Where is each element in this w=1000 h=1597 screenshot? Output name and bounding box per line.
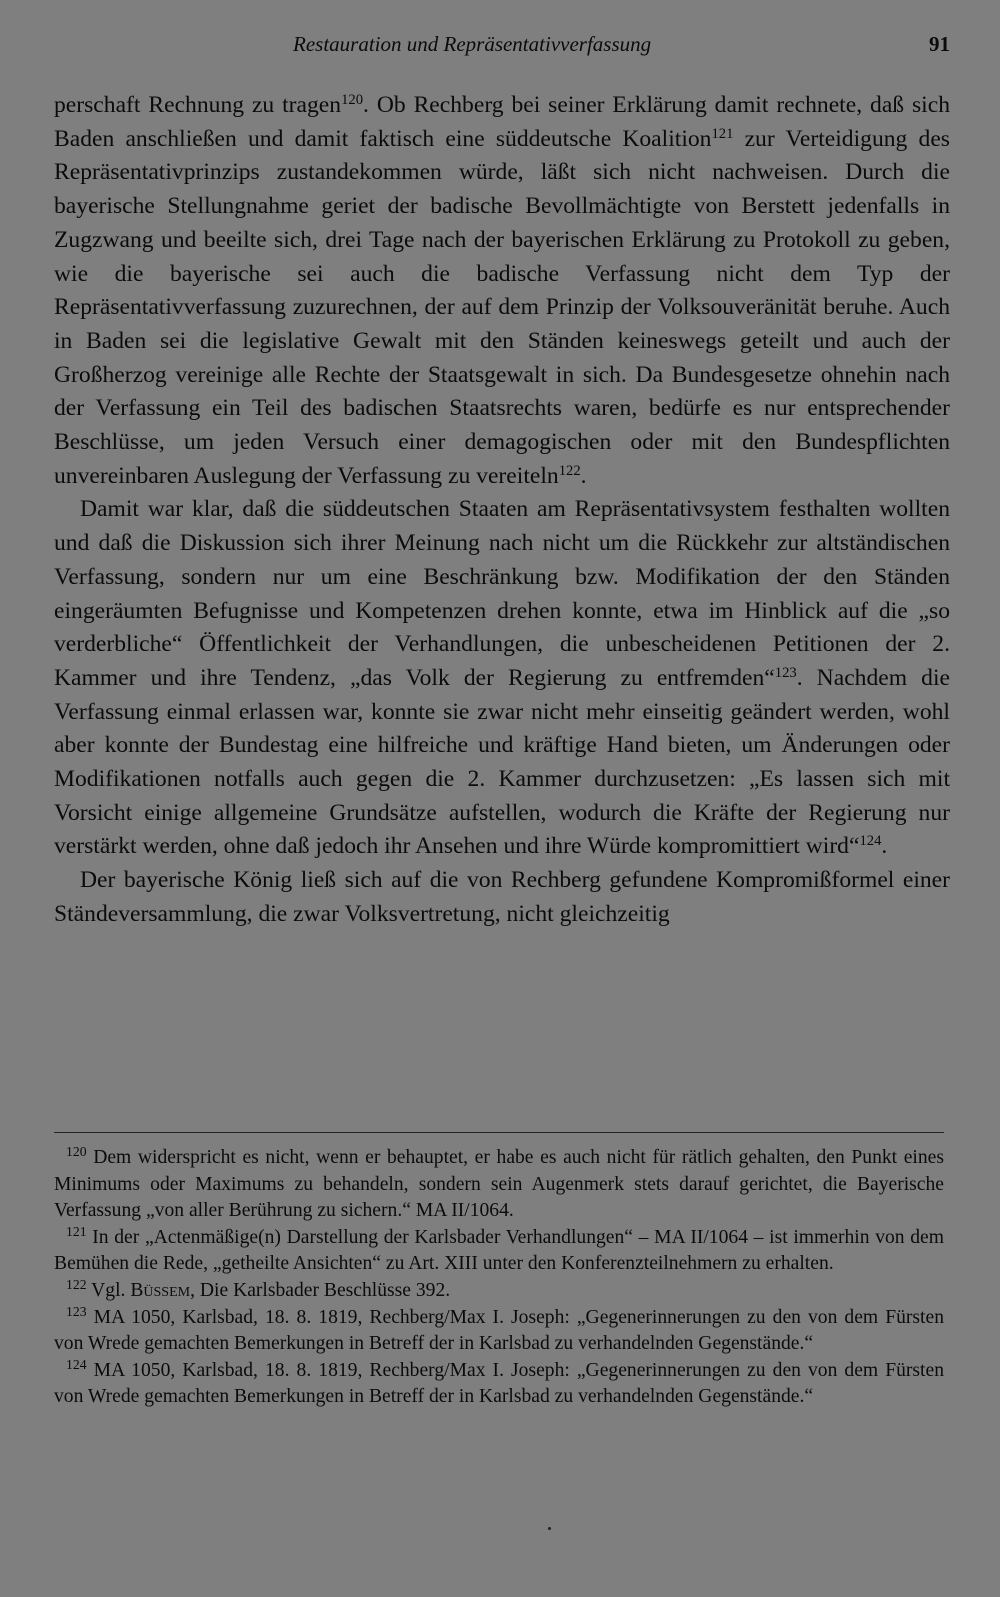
- footnote-121: [54, 1225, 944, 1278]
- scan-speck: [548, 1527, 551, 1530]
- text-run: Damit war klar, daß die süddeutschen Staaten am Repräsentativsystem festhalten wollten und daß die Diskussion sich ihrer Meinung nach nicht um die Rückkehr zur altständischen Verfassung, sondern nur um eine Beschränkung bzw. Modifikation der den Ständen eingeräumten Befugnisse und Kompetenzen drehen konnte, etwa im Hinblick auf die „so verderbliche“ Öffentlichkeit der Verhandlungen, die unbescheidenen Petitionen der 2. Kammer und ihre Tendenz, „das Volk der Regierung zu entfremden“: [54, 496, 950, 691]
- footnote-120: [54, 1145, 944, 1225]
- footnote-124: [54, 1358, 944, 1411]
- text-run: zur Verteidigung des Repräsentativprinzips zustandekommen würde, läßt sich nicht nachweisen. Durch die bayerische Stellungnahme geriet der badische Bevollmächtigte von Berstett jedenfalls in Zugzwang und beeilte sich, drei Tage nach der bayerischen Erklärung zu Protokoll zu geben, wie die bayerische sei auch die badische Verfassung nicht dem Typ der Repräsentativverfassung zuzurechnen, der auf dem Prinzip der Volksouveränität beruhe. Auch in Baden sei die legislative Gewalt mit den Ständen keineswegs geteilt und auch der Großherzog vereinige alle Rechte der Staatsgewalt in sich. Da Bundesgesetze ohnehin nach der Verfassung ein Teil des badischen Staatsrechts waren, bedürfe es nur entsprechender Beschlüsse, um jeden Versuch einer demagogischen oder mit den Bundespflichten unvereinbaren Auslegung der Verfassung zu vereiteln: [54, 125, 950, 489]
- footnote-ref-124: 124: [859, 833, 882, 850]
- footnote-number: 122: [66, 1277, 87, 1293]
- footnote-text: MA 1050, Karlsbad, 18. 8. 1819, Rechberg/Max I. Joseph: „Gegenerinnerungen zu den von dem Fürsten von Wrede gemachten Bemerkungen in Betreff der in Karlsbad zu verhandelnden Gegenstände.“: [54, 1359, 944, 1408]
- footnote-ref-120: 120: [341, 91, 364, 108]
- page-number: 91: [929, 32, 950, 56]
- text-run: .: [881, 833, 888, 860]
- text-run: . Nachdem die Verfassung einmal erlassen war, konnte sie zwar nicht mehr einseitig geändert werden, wohl aber konnte der Bundestag eine hilfreiche und kräftige Hand bieten, um Änderungen oder Modifikationen notfalls auch gegen die 2. Kammer durchzusetzen: „Es lassen sich mit Vorsicht einige allgemeine Grundsätze aufstellen, wodurch die Kräfte der Regierung nur verstärkt werden, ohne daß jedoch ihr Ansehen und ihre Würde kompromittiert wird“: [54, 664, 951, 860]
- footnote-122: [54, 1278, 944, 1305]
- footnote-123: [54, 1305, 944, 1358]
- footnote-number: 124: [66, 1356, 87, 1372]
- footnote-rule: [54, 1132, 944, 1133]
- footnote-text: In der „Actenmäßige(n) Darstellung der Karlsbader Verhandlungen“ – MA II/1064 – ist immerhin von dem Bemühen die Rede, „getheilte Ansichten“ zu Art. XIII unter den Konferenzteilnehmern zu erhalten.: [54, 1226, 944, 1275]
- text-run: . Ob Rechberg bei seiner Erklärung damit rechnete, daß sich Baden anschließen und damit faktisch eine süddeutsche Koalition: [54, 92, 950, 152]
- footnote-text: MA 1050, Karlsbad, 18. 8. 1819, Rechberg/Max I. Joseph: „Gegenerinnerungen zu den von dem Fürsten von Wrede gemachten Bemerkungen in Betreff der in Karlsbad zu verhandelnden Gegenstände.“: [54, 1306, 944, 1355]
- footnote-number: 121: [66, 1223, 87, 1239]
- paragraph-3: Der bayerische König ließ sich auf die von Rechberg gefundene Kompromißformel einer Ständeversammlung, die zwar Volksvertretung, nicht gleichzeitig: [54, 867, 950, 927]
- text-run: perschaft Rechnung zu tragen: [54, 92, 342, 118]
- running-head: [0, 32, 1000, 66]
- running-title: Restauration und Repräsentativverfassung: [293, 32, 652, 56]
- footnote-text: Vgl.: [91, 1279, 131, 1301]
- footnote-number: 123: [66, 1303, 87, 1319]
- paragraph-2: [54, 493, 950, 864]
- footnote-ref-122: 122: [558, 462, 581, 479]
- footnotes: [54, 1145, 944, 1411]
- footnote-author: Büssem: [130, 1279, 191, 1301]
- text-run: .: [580, 462, 587, 489]
- footnote-text: Dem widerspricht es nicht, wenn er behauptet, er habe es auch nicht für rätlich gehalten, den Punkt eines Minimums oder Maximums zu behandeln, sondern sein Augenmerk stets darauf gerichtet, die Bayerische Verfassung „von aller Berührung zu sichern.“ MA II/1064.: [54, 1147, 944, 1222]
- paragraph-1: [54, 89, 950, 493]
- footnote-ref-123: 123: [774, 664, 797, 681]
- footnote-number: 120: [66, 1144, 87, 1160]
- footnote-ref-121: 121: [711, 125, 734, 142]
- footnote-text: , Die Karlsbader Beschlüsse 392.: [190, 1279, 451, 1301]
- body-text: [54, 89, 950, 932]
